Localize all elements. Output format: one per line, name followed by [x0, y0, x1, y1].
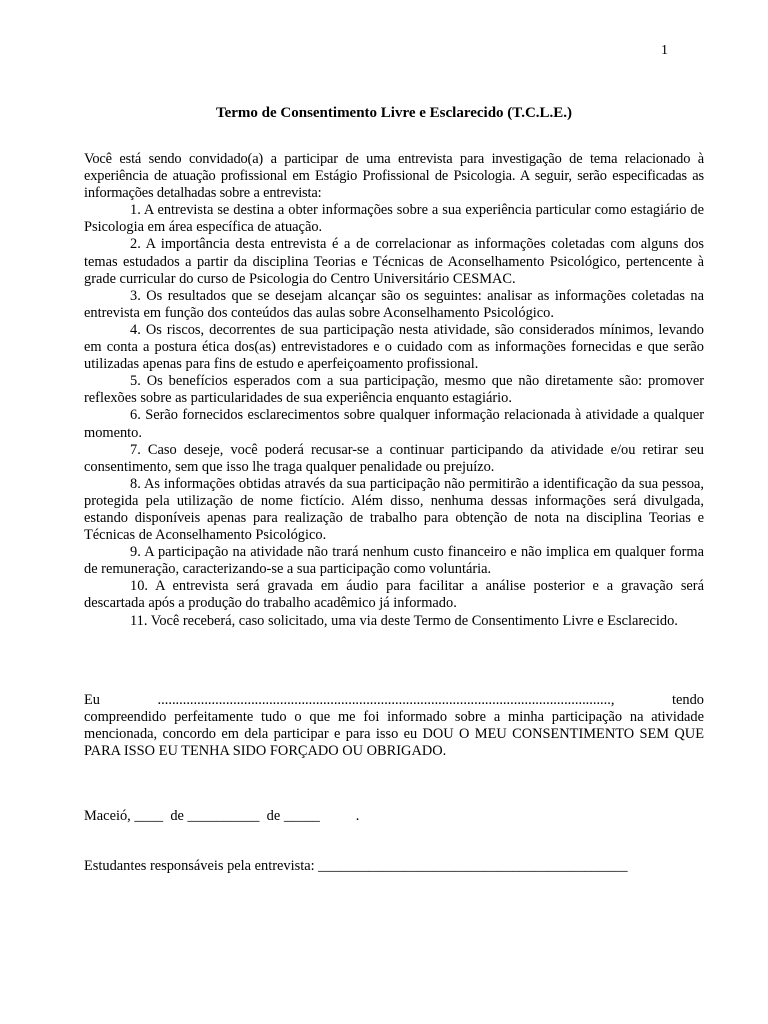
intro-paragraph: Você está sendo convidado(a) a participar de uma entrevista para investigação de tema relacionado à experiência de atuação profissional em Estágio Profissional de Psicologia. A seguir, serão especificadas as informações detalhadas sobre a entrevista:: [84, 151, 704, 202]
list-item-6: 6. Serão fornecidos esclarecimentos sobre qualquer informação relacionada à atividade a qualquer momento.: [84, 407, 704, 441]
consent-name-line: [84, 692, 704, 709]
consent-text: compreendido perfeitamente tudo o que me foi informado sobre a minha participação na atividade mencionada, concordo em dela participar e para isso eu DOU O MEU CONSENTIMENTO SEM QUE PARA ISSO EU TENHA SIDO FORÇADO OU OBRIGADO.: [84, 709, 704, 760]
list-item-2: 2. A importância desta entrevista é a de correlacionar as informações coletadas com alguns dos temas estudados a partir da disciplina Teorias e Técnicas de Aconselhamento Psicológico, pertencente à grade curricular do curso de Psicologia do Centro Universitário CESMAC.: [84, 236, 704, 287]
consent-tendo: tendo: [672, 692, 704, 708]
list-item-10: 10. A entrevista será gravada em áudio para facilitar a análise posterior e a gravação será descartada após a produção do trabalho acadêmico já informado.: [84, 578, 704, 612]
list-item-5: 5. Os benefícios esperados com a sua participação, mesmo que não diretamente são: promover reflexões sobre as particularidades de sua experiência enquanto estagiário.: [84, 373, 704, 407]
students-signature-line: Estudantes responsáveis pela entrevista: ___________________________________________: [84, 858, 628, 874]
consent-eu: Eu: [84, 692, 100, 708]
document-body: [84, 151, 704, 630]
list-item-1: 1. A entrevista se destina a obter informações sobre a sua experiência particular como estagiário de Psicologia em área específica de atuação.: [84, 202, 704, 236]
page-number: 1: [661, 43, 668, 58]
place-date-line: Maceió, ____ de __________ de _____ .: [84, 808, 360, 824]
document-title: Termo de Consentimento Livre e Esclarecido (T.C.L.E.): [215, 105, 573, 121]
consent-statement: [84, 692, 704, 760]
list-item-4: 4. Os riscos, decorrentes de sua participação nesta atividade, são considerados mínimos, levando em conta a postura ética dos(as) entrevistadores e o cuidado com as informações fornecidas e que serão utilizadas apenas para fins de estudo e aperfeiçoamento profissional.: [84, 321, 704, 373]
list-item-7: 7. Caso deseje, você poderá recusar-se a continuar participando da atividade e/ou retirar seu consentimento, sem que isso lhe traga qualquer penalidade ou prejuízo.: [84, 441, 704, 475]
list-item-8: 8. As informações obtidas através da sua participação não permitirão a identificação da sua pessoa, protegida pela utilização de nome fictício. Além disso, nenhuma dessas informações será divulgada, estando disponíveis apenas para realização de trabalho para obtenção de nota na disciplina Teorias e Técnicas de Aconselhamento Psicológico.: [84, 475, 704, 544]
list-item-9: 9. A participação na atividade não trará nenhum custo financeiro e não implica em qualquer forma de remuneração, caracterizando-se a sua participação como voluntária.: [84, 544, 704, 578]
list-item-11: 11. Você receberá, caso solicitado, uma via deste Termo de Consentimento Livre e Esclarecido.: [130, 612, 678, 629]
consent-name-blank: ..............................................................................................................................,: [157, 692, 615, 708]
list-item-3: 3. Os resultados que se desejam alcançar são os seguintes: analisar as informações coletadas na entrevista em função dos conteúdos das aulas sobre Aconselhamento Psicológico.: [84, 287, 704, 321]
